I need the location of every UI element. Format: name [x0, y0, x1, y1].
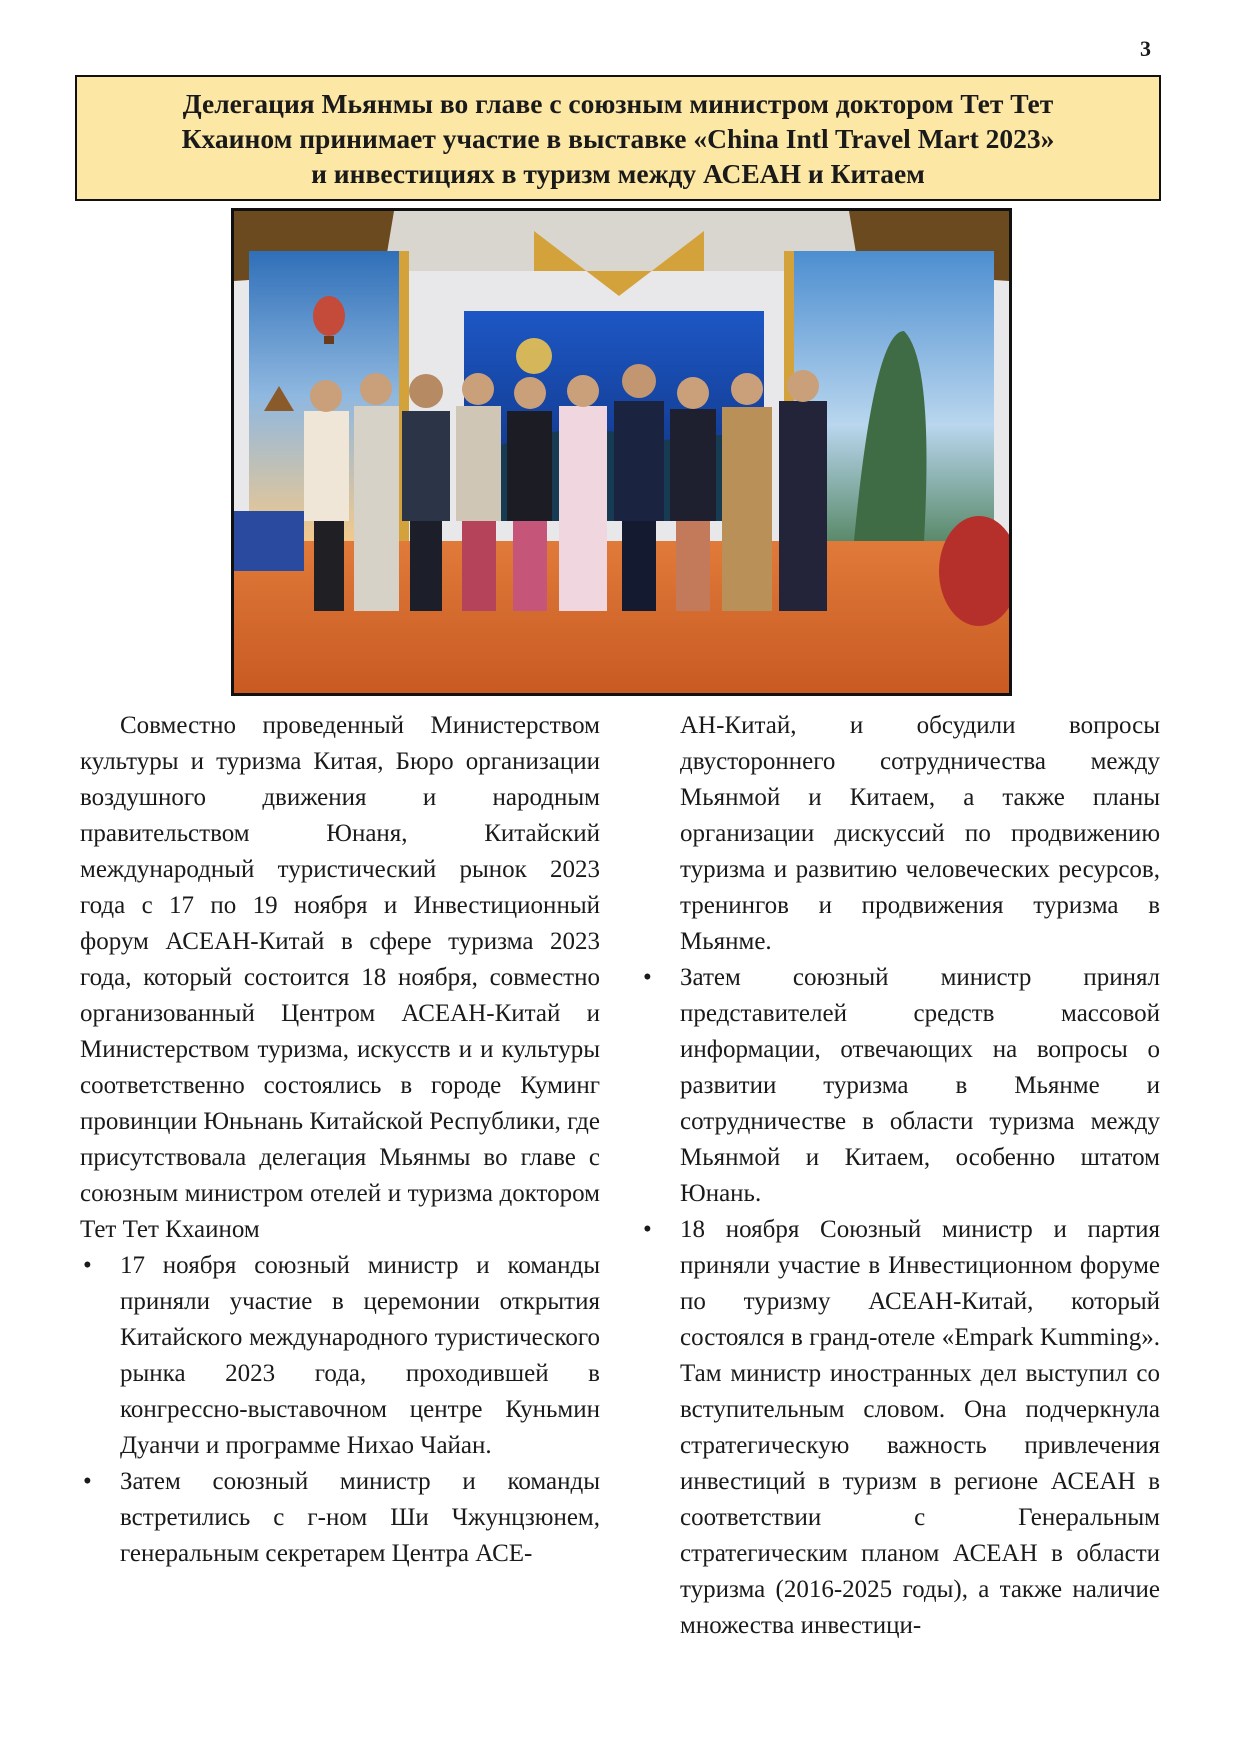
list-item [640, 960, 1160, 1212]
bullet-text: Затем союзный министр и команды встретились с г-ном Ши Чжунцзюнем, генеральным секретарем Центра АСЕ- [120, 1468, 600, 1567]
right-bullet-list [640, 960, 1160, 1644]
intro-paragraph: Совместно проведенный Министерством культуры и туризма Китая, Бюро организации воздушного движения и народным правительством Юнаня, Китайский международный туристический рынок 2023 года с 17 по 19 ноября и Инвестиционный форум АСЕАН-Китай в сфере туризма 2023 года, который состоится 18 ноября, совместно организованный Центром АСЕАН-Китай и Министерством туризма, искусств и и культуры соответственно состоялись в городе Куминг провинции Юньнань Китайской Республики, где присутствовала делегация Мьянмы во главе с союзным министром отелей и туризма доктором Тет Тет Кхаином [80, 712, 600, 1243]
continuation-paragraph: АН-Китай, и обсудили вопросы двустороннего сотрудничества между Мьянмой и Китаем, а также планы организации дискуссий по продвижению туризма и развитию человеческих ресурсов, тренингов и продвижения туризма в Мьянме. [680, 712, 1160, 955]
delegation-group-photo [231, 208, 1012, 696]
bullet-icon: • [83, 1252, 92, 1279]
left-bullet-list [80, 1248, 600, 1572]
bullet-text: Затем союзный министр принял представителей средств массовой информации, отвечающих на вопросы о развитии туризма в Мьянме и сотрудничестве в области туризма между Мьянмой и Китаем, особенно штатом Юнань. [680, 964, 1160, 1207]
bullet-icon: • [643, 964, 652, 991]
bullet-text: 17 ноября союзный министр и команды приняли участие в церемонии открытия Китайского международного туристического рынка 2023 года, проходившей в конгрессно-выставочном центре Куньмин Дуанчи и программе Нихао Чайан. [120, 1252, 600, 1459]
title-line-1: Делегация Мьянмы во главе с союзным министром доктором Тет Тет [182, 87, 1054, 119]
right-column [640, 708, 1160, 1644]
list-item [80, 1248, 600, 1464]
bullet-icon: • [643, 1216, 652, 1243]
left-column [80, 708, 600, 1572]
article-title [75, 75, 1161, 201]
page-number: 3 [1140, 36, 1151, 61]
bullet-icon: • [83, 1468, 92, 1495]
list-item [80, 1464, 600, 1572]
title-line-2: Кхаином принимает участие в выставке «China Intl Travel Mart 2023» [181, 122, 1055, 154]
bullet-text: 18 ноября Союзный министр и партия приняли участие в Инвестиционном форуме по туризму АСЕАН-Китай, который состоялся в гранд-отеле «Empark Kumming». Там министр иностранных дел выступил со вступительным словом. Она подчеркнула стратегическую важность привлечения инвестиций в туризм в регионе АСЕАН в соответствии с Генеральным стратегическим планом АСЕАН в области туризма (2016-2025 годы), а также наличие множества инвестици- [680, 1216, 1160, 1639]
title-line-3: и инвестициях в туризм между АСЕАН и Китаем [311, 157, 925, 189]
list-item [640, 1212, 1160, 1644]
